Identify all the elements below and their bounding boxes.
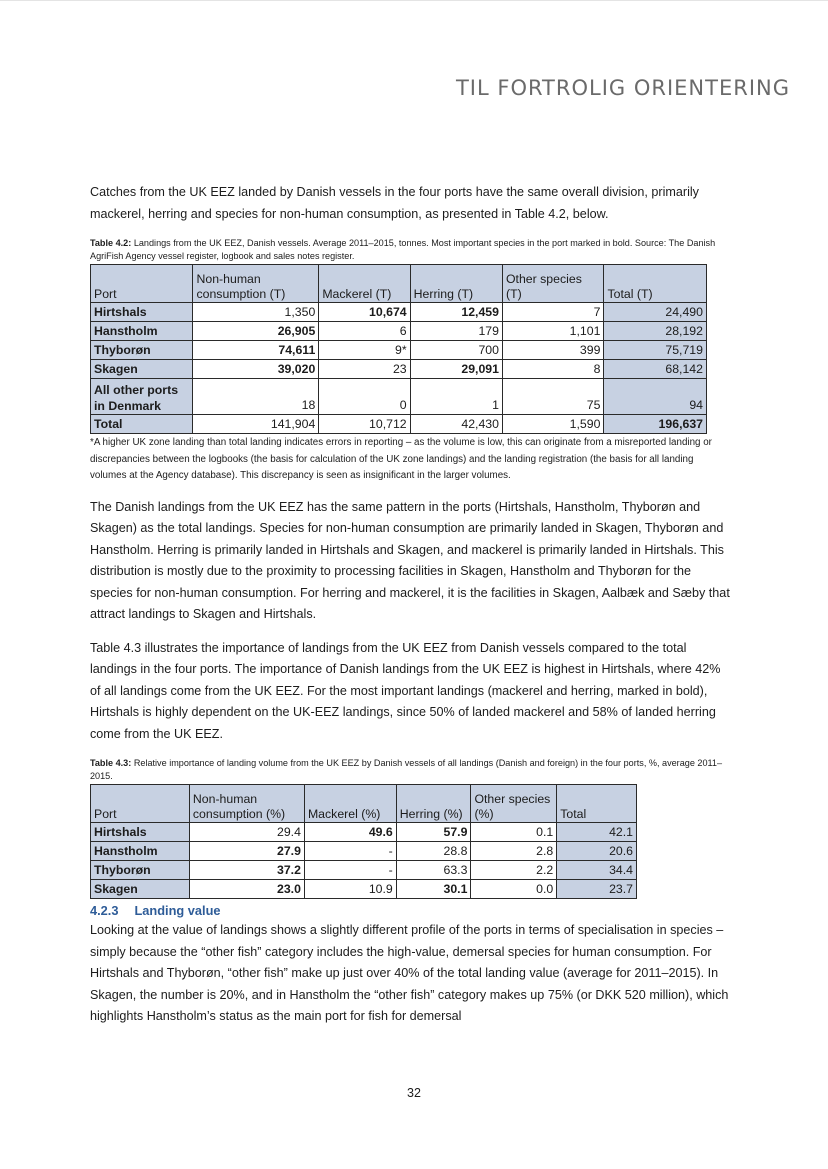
cell-nonhuman: 29.4 — [189, 823, 304, 842]
table-row — [91, 341, 707, 360]
table-4-2-caption — [90, 237, 730, 263]
col-header-nonhuman: Non-human consumption (T) — [193, 265, 319, 303]
table-4-3-caption — [90, 757, 730, 783]
section-title: Landing value — [134, 903, 221, 918]
col-header-total: Total — [557, 785, 637, 823]
table-4-2-footnote: *A higher UK zone landing than total landing indicates errors in reporting – as the volume is low, this can originate from a misreported landing or discrepancies between the logbooks (the basis for calculation of the UK zone landings) and the landing registration (the basis for all landing volumes at the Agency database). This discrepancy is seen as insignificant in the larger volumes. — [90, 437, 712, 481]
confidential-stamp: TIL FORTROLIG ORIENTERING — [455, 76, 790, 100]
col-header-other: Other species (T) — [502, 265, 603, 303]
cell-mackerel: 49.6 — [304, 823, 396, 842]
table-row — [91, 861, 637, 880]
row-port: Thyborøn — [91, 341, 193, 360]
cell-herring: 63.3 — [396, 861, 471, 880]
cell-mackerel: - — [304, 861, 396, 880]
paragraph-table-4-3-intro: Table 4.3 illustrates the importance of landings from the UK EEZ from Danish vessels compared to the total landings in the four ports. The importance of Danish landings from the UK EEZ is highest in Hirtshals, where 42% of all landings come from the UK EEZ. For the most important landings (mackerel and herring, marked in bold), Hirtshals is highly dependent on the UK-EEZ landings, since 50% of landed mackerel and 58% of landed herring come from the UK EEZ. — [90, 640, 721, 741]
table-row — [91, 322, 707, 341]
cell-mackerel: 10.9 — [304, 880, 396, 899]
cell-nonhuman: 1,350 — [193, 303, 319, 322]
cell-nonhuman: 18 — [193, 379, 319, 415]
cell-other: 2.2 — [471, 861, 557, 880]
table-row — [91, 842, 637, 861]
cell-mackerel: 23 — [319, 360, 410, 379]
row-port: All other ports in Denmark — [91, 379, 193, 415]
cell-other: 7 — [502, 303, 603, 322]
cell-total: 23.7 — [557, 880, 637, 899]
table-4-2 — [90, 264, 707, 434]
table-4-3-caption-text: Relative importance of landing volume from the UK EEZ by Danish vessels of all landings (Danish and foreign) in the four ports, %, average 2011–2015. — [90, 758, 723, 781]
cell-total: 94 — [604, 379, 707, 415]
table-4-2-caption-label: Table 4.2: — [90, 238, 132, 248]
row-port: Skagen — [91, 880, 190, 899]
row-port: Hanstholm — [91, 322, 193, 341]
col-header-port: Port — [91, 785, 190, 823]
section-number: 4.2.3 — [90, 903, 119, 918]
cell-mackerel: 10,712 — [319, 415, 410, 434]
cell-total: 75,719 — [604, 341, 707, 360]
cell-other: 8 — [502, 360, 603, 379]
paragraph-intro: Catches from the UK EEZ landed by Danish vessels in the four ports have the same overall division, primarily mackerel, herring and species for non-human consumption, as presented in Table 4.2, below. — [90, 185, 699, 221]
page-content — [90, 182, 730, 1040]
table-row — [91, 823, 637, 842]
cell-total: 68,142 — [604, 360, 707, 379]
cell-other: 0.0 — [471, 880, 557, 899]
cell-total: 42.1 — [557, 823, 637, 842]
table-row — [91, 303, 707, 322]
cell-nonhuman: 26,905 — [193, 322, 319, 341]
col-header-mackerel: Mackerel (%) — [304, 785, 396, 823]
page-number: 32 — [407, 1086, 421, 1100]
col-header-mackerel: Mackerel (T) — [319, 265, 410, 303]
table-4-3 — [90, 784, 637, 899]
cell-total: 34.4 — [557, 861, 637, 880]
cell-herring: 700 — [410, 341, 502, 360]
cell-total: 196,637 — [604, 415, 707, 434]
cell-herring: 30.1 — [396, 880, 471, 899]
row-port: Skagen — [91, 360, 193, 379]
col-header-total: Total (T) — [604, 265, 707, 303]
cell-herring: 28.8 — [396, 842, 471, 861]
col-header-port: Port — [91, 265, 193, 303]
cell-other: 399 — [502, 341, 603, 360]
col-header-herring: Herring (%) — [396, 785, 471, 823]
cell-nonhuman: 37.2 — [189, 861, 304, 880]
cell-herring: 29,091 — [410, 360, 502, 379]
col-header-nonhuman: Non-human consumption (%) — [189, 785, 304, 823]
cell-other: 0.1 — [471, 823, 557, 842]
cell-nonhuman: 27.9 — [189, 842, 304, 861]
table-header-row — [91, 785, 637, 823]
cell-total: 24,490 — [604, 303, 707, 322]
row-port: Total — [91, 415, 193, 434]
cell-herring: 1 — [410, 379, 502, 415]
row-port: Hirtshals — [91, 303, 193, 322]
row-port: Hanstholm — [91, 842, 190, 861]
cell-herring: 42,430 — [410, 415, 502, 434]
table-row — [91, 379, 707, 415]
cell-herring: 12,459 — [410, 303, 502, 322]
cell-total: 28,192 — [604, 322, 707, 341]
cell-total: 20.6 — [557, 842, 637, 861]
col-header-other: Other species (%) — [471, 785, 557, 823]
paragraph-port-pattern: The Danish landings from the UK EEZ has the same pattern in the ports (Hirtshals, Hanstholm, Thyborøn and Skagen) as the total landings. Species for non-human consumption are primarily landed in Skagen, Thyborøn and Hanstholm. Herring is primarily landed in Hirtshals and Skagen, and mackerel is primarily landed in Hirtshals. This distribution is mostly due to the proximity to processing facilities in Skagen, Hanstholm and Thyborøn for the species for non-human consumption. For herring and mackerel, it is the facilities in Skagen, Aalbæk and Sæby that attract landings to Skagen and Hirtshals. — [90, 499, 730, 621]
row-port: Hirtshals — [91, 823, 190, 842]
cell-herring: 179 — [410, 322, 502, 341]
section-heading — [90, 903, 730, 918]
cell-mackerel: 9* — [319, 341, 410, 360]
cell-herring: 57.9 — [396, 823, 471, 842]
cell-nonhuman: 141,904 — [193, 415, 319, 434]
cell-mackerel: 6 — [319, 322, 410, 341]
cell-other: 75 — [502, 379, 603, 415]
paragraph-landing-value: Looking at the value of landings shows a slightly different profile of the ports in terms of specialisation in species – simply because the “other fish” category includes the high-value, demersal species for human consumption. For Hirtshals and Thyborøn, “other fish” make up just over 40% of the total landing value (average for 2011–2015). In Skagen, the number is 20%, and in Hanstholm the “other fish” category makes up 75% (or DKK 520 million), which highlights Hanstholm’s status as the main port for fish for demersal — [90, 923, 729, 1023]
col-header-herring: Herring (T) — [410, 265, 502, 303]
table-header-row — [91, 265, 707, 303]
cell-other: 1,101 — [502, 322, 603, 341]
table-row-total — [91, 415, 707, 434]
table-4-3-caption-label: Table 4.3: — [90, 758, 132, 768]
cell-mackerel: 10,674 — [319, 303, 410, 322]
cell-nonhuman: 74,611 — [193, 341, 319, 360]
cell-other: 1,590 — [502, 415, 603, 434]
cell-nonhuman: 39,020 — [193, 360, 319, 379]
cell-nonhuman: 23.0 — [189, 880, 304, 899]
cell-mackerel: - — [304, 842, 396, 861]
table-row — [91, 360, 707, 379]
cell-mackerel: 0 — [319, 379, 410, 415]
cell-other: 2.8 — [471, 842, 557, 861]
table-4-2-caption-text: Landings from the UK EEZ, Danish vessels. Average 2011–2015, tonnes. Most important species in the port marked in bold. Source: The Danish AgriFish Agency vessel register, logbook and sales notes register. — [90, 238, 716, 261]
row-port: Thyborøn — [91, 861, 190, 880]
table-row — [91, 880, 637, 899]
